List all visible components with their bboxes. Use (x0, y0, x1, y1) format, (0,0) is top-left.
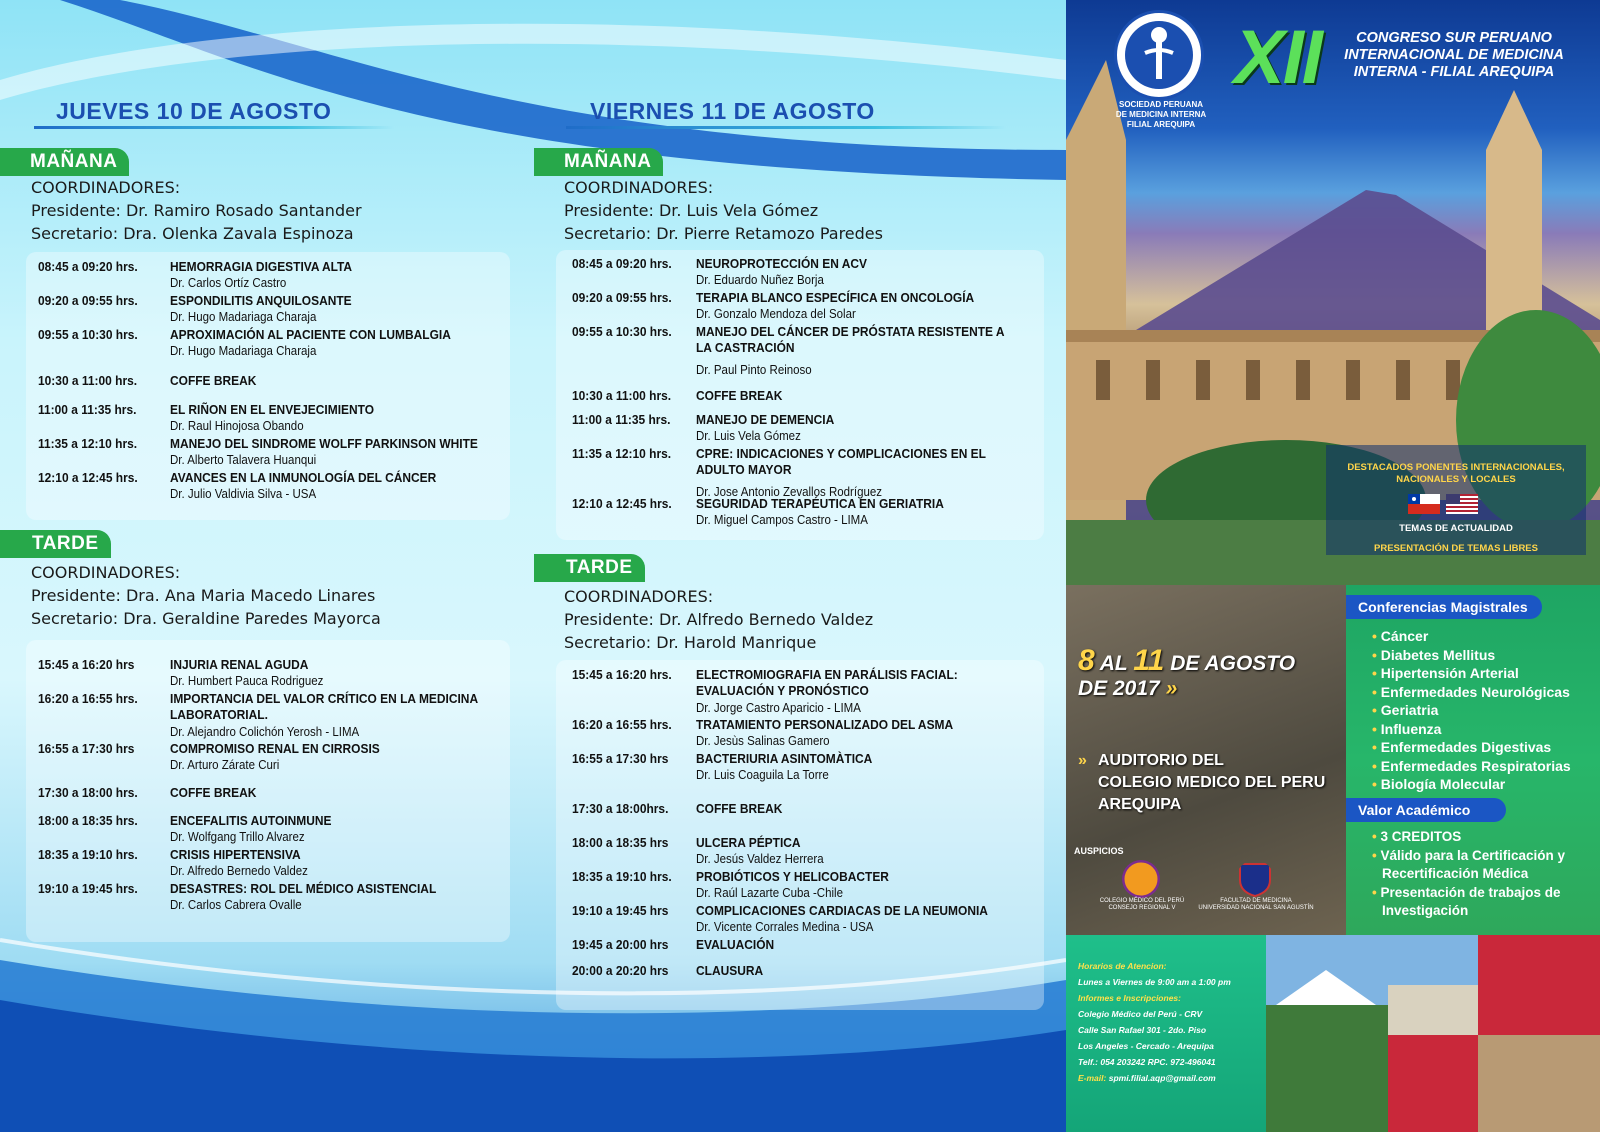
session-topic: NEUROPROTECCIÓN EN ACV (696, 256, 868, 271)
colegio-medico-logo-icon (1122, 860, 1160, 898)
friday-underline (566, 126, 1006, 129)
session-time: 15:45 a 16:20 hrs (38, 657, 135, 672)
coordinators-label: COORDINADORES: (31, 178, 181, 197)
session-topic: TERAPIA BLANCO ESPECÍFICA EN ONCOLOGÍA (696, 290, 975, 305)
thursday-afternoon-coordinators (31, 561, 381, 630)
list-item: • Biología Molecular (1372, 775, 1571, 794)
contact-line: Los Angeles - Cercado - Arequipa (1078, 1041, 1214, 1051)
session-time: 09:55 a 10:30 hrs. (38, 327, 138, 342)
academic-panel (1346, 585, 1600, 935)
friday-title: VIERNES 11 DE AGOSTO (590, 98, 875, 124)
list-item: • Hipertensión Arterial (1372, 664, 1571, 683)
session-time: 20:00 a 20:20 hrs (572, 963, 669, 978)
congress-title: CONGRESO SUR PERUANO INTERNACIONAL DE MEDICINA INTERNA - FILIAL AREQUIPA (1344, 30, 1564, 80)
session-topic: COMPROMISO RENAL EN CIRROSIS (170, 741, 380, 756)
conferencias-title: Conferencias Magistrales (1346, 595, 1542, 619)
session-time: 11:35 a 12:10 hrs. (38, 436, 138, 451)
session-topic: HEMORRAGIA DIGESTIVA ALTA (170, 259, 353, 274)
session-topic: COFFE BREAK (696, 388, 783, 403)
session-time: 11:00 a 11:35 hrs. (572, 412, 671, 427)
session-speaker: Dr. Alfredo Bernedo Valdez (170, 864, 308, 878)
thursday-title: JUEVES 10 DE AGOSTO (56, 98, 332, 124)
brochure-cover (1066, 0, 1600, 1132)
temas-actualidad: TEMAS DE ACTUALIDAD (1399, 523, 1513, 534)
society-logo (1114, 10, 1204, 100)
president: Presidente: Dr. Ramiro Rosado Santander (31, 201, 362, 220)
list-item-cont: Recertificación Médica (1382, 866, 1529, 881)
ponentes-text: DESTACADOS PONENTES INTERNACIONALES, NACIONALES Y LOCALES (1347, 462, 1565, 485)
session-time: 17:30 a 18:00hrs. (572, 801, 669, 816)
session-time: 18:00 a 18:35 hrs. (38, 813, 138, 828)
session-topic: PROBIÓTICOS Y HELICOBACTER (696, 869, 889, 884)
contact-line: Telf.: 054 203242 RPC. 972-496041 (1078, 1057, 1216, 1067)
secretary: Secretario: Dr. Pierre Retamozo Paredes (564, 224, 883, 243)
session-topic: EVALUACIÓN (696, 937, 775, 952)
session-time: 09:20 a 09:55 hrs. (572, 290, 672, 305)
session-speaker: Dr. Raúl Lazarte Cuba -Chile (696, 886, 844, 900)
session-speaker: Dr. Luis Coaguila La Torre (696, 768, 829, 782)
president: Presidente: Dra. Ana Maria Macedo Linares (31, 586, 376, 605)
session-topic-cont: LABORATORIAL. (170, 707, 268, 722)
session-speaker: Dr. Jesùs Salinas Gamero (696, 734, 830, 748)
session-topic: IMPORTANCIA DEL VALOR CRÍTICO EN LA MEDICINA (170, 691, 479, 706)
chevron-icon: » (1078, 752, 1087, 769)
session-time: 16:20 a 16:55 hrs. (38, 691, 138, 706)
session-topic: TRATAMIENTO PERSONALIZADO DEL ASMA (696, 717, 954, 732)
society-name: SOCIEDAD PERUANA DE MEDICINA INTERNA FILIAL AREQUIPA (1115, 100, 1207, 129)
session-speaker: Dr. Jesús Valdez Herrera (696, 852, 824, 866)
session-time: 11:35 a 12:10 hrs. (572, 446, 672, 461)
list-item: • Diabetes Mellitus (1372, 646, 1571, 665)
list-item: • Enfermedades Respiratorias (1372, 757, 1571, 776)
chile-flag-icon (1408, 494, 1440, 514)
session-speaker: Dr. Gonzalo Mendoza del Solar (696, 307, 856, 321)
contact-line: Calle San Rafael 301 - 2do. Piso (1078, 1025, 1207, 1035)
contact-info (1066, 935, 1266, 1132)
list-item-cont: Investigación (1382, 903, 1469, 918)
session-topic: CPRE: INDICACIONES Y COMPLICACIONES EN EL (696, 446, 986, 461)
sponsors-label: AUSPICIOS (1074, 846, 1124, 856)
list-item: • Enfermedades Digestivas (1372, 738, 1571, 757)
session-topic: CLAUSURA (696, 963, 764, 978)
session-speaker: Dr. Jose Antonio Zevallos Rodríguez (696, 485, 883, 499)
sponsor-2: FACULTAD DE MEDICINA UNIVERSIDAD NACIONAL SAN AGUSTÍN (1198, 898, 1314, 911)
session-time: 09:55 a 10:30 hrs. (572, 324, 672, 339)
session-time: 16:20 a 16:55 hrs. (572, 717, 672, 732)
session-time: 08:45 a 09:20 hrs. (572, 256, 672, 271)
session-time: 19:10 a 19:45 hrs. (38, 881, 138, 896)
thursday-underline (34, 126, 394, 129)
horarios: Lunes a Viernes de 9:00 am a 1:00 pm (1078, 977, 1231, 987)
list-item: • Presentación de trabajos de (1372, 884, 1565, 903)
session-topic: CRISIS HIPERTENSIVA (170, 847, 301, 862)
coordinators-label: COORDINADORES: (564, 587, 714, 606)
sponsor-1: COLEGIO MÉDICO DEL PERÚ CONSEJO REGIONAL V (1099, 898, 1185, 911)
session-speaker: Dr. Hugo Madariaga Charaja (170, 310, 317, 324)
session-topic: SEGURIDAD TERAPÉUTICA EN GERIATRIA (696, 496, 944, 511)
caduceus-icon (1117, 13, 1201, 97)
session-topic: ELECTROMIOGRAFIA EN PARÁLISIS FACIAL: (696, 667, 958, 682)
thursday-morning-tag: MAÑANA (0, 148, 129, 176)
session-speaker: Dr. Carlos Ortíz Castro (170, 276, 287, 290)
president: Presidente: Dr. Alfredo Bernedo Valdez (564, 610, 874, 629)
friday-afternoon-coordinators (564, 585, 873, 654)
list-item: • Cáncer (1372, 627, 1571, 646)
double-chevron-icon: » (1165, 677, 1178, 700)
arequipa-photo-collage (1266, 935, 1600, 1132)
session-time: 10:30 a 11:00 hrs. (38, 373, 138, 388)
session-time: 18:35 a 19:10 hrs. (572, 869, 672, 884)
president: Presidente: Dr. Luis Vela Gómez (564, 201, 819, 220)
session-speaker: Dr. Julio Valdivia Silva - USA (170, 487, 317, 501)
session-topic: EL RIÑON EN EL ENVEJECIMIENTO (170, 402, 375, 417)
congress-numeral: XII (1234, 15, 1321, 100)
session-topic: COMPLICACIONES CARDIACAS DE LA NEUMONIA (696, 903, 988, 918)
session-speaker: Dr. Alberto Talavera Huanqui (170, 453, 317, 467)
list-item: • Enfermedades Neurológicas (1372, 683, 1571, 702)
session-speaker: Dr. Miguel Campos Castro - LIMA (696, 513, 868, 527)
session-topic: AVANCES EN LA INMUNOLOGÍA DEL CÁNCER (170, 470, 437, 485)
thursday-morning-coordinators (31, 176, 362, 245)
session-time: 12:10 a 12:45 hrs. (572, 496, 672, 511)
horarios-label: Horarios de Atencion: (1078, 961, 1167, 971)
session-topic: INJURIA RENAL AGUDA (170, 657, 309, 672)
friday-afternoon-tag: TARDE (534, 554, 645, 582)
conferencias-list (1372, 627, 1571, 794)
session-time: 08:45 a 09:20 hrs. (38, 259, 138, 274)
secretary: Secretario: Dr. Harold Manrique (564, 633, 817, 652)
list-item: • 3 CREDITOS (1372, 828, 1565, 847)
session-speaker: Dr. Humbert Pauca Rodriguez (170, 674, 324, 688)
list-item: • Influenza (1372, 720, 1571, 739)
valor-list (1372, 828, 1565, 921)
session-speaker: Dr. Raul Hinojosa Obando (170, 419, 304, 433)
session-time: 16:55 a 17:30 hrs (572, 751, 669, 766)
secretary: Secretario: Dra. Geraldine Paredes Mayorca (31, 609, 381, 628)
session-speaker: Dr. Wolfgang Trillo Alvarez (170, 830, 305, 844)
session-topic-cont: LA CASTRACIÓN (696, 340, 795, 355)
thursday-afternoon-tag: TARDE (0, 530, 111, 558)
secretary: Secretario: Dra. Olenka Zavala Espinoza (31, 224, 354, 243)
session-topic: COFFE BREAK (170, 785, 257, 800)
email-line: E-mail: spmi.filial.aqp@gmail.com (1078, 1073, 1216, 1083)
session-time: 09:20 a 09:55 hrs. (38, 293, 138, 308)
session-speaker: Dr. Hugo Madariaga Charaja (170, 344, 317, 358)
unsa-shield-icon (1236, 860, 1274, 898)
session-speaker: Dr. Jorge Castro Aparicio - LIMA (696, 701, 861, 715)
session-topic: MANEJO DE DEMENCIA (696, 412, 835, 427)
coordinators-label: COORDINADORES: (31, 563, 181, 582)
session-speaker: Dr. Paul Pinto Reinoso (696, 363, 812, 377)
list-item: • Geriatria (1372, 701, 1571, 720)
session-time: 11:00 a 11:35 hrs. (38, 402, 137, 417)
contact-line: Colegio Médico del Perú - CRV (1078, 1009, 1203, 1019)
session-time: 19:10 a 19:45 hrs (572, 903, 669, 918)
session-speaker: Dr. Alejandro Colichón Yerosh - LIMA (170, 725, 360, 739)
session-topic: COFFE BREAK (170, 373, 257, 388)
session-topic-cont: EVALUACIÓN Y PRONÓSTICO (696, 683, 869, 698)
session-topic: MANEJO DEL SINDROME WOLFF PARKINSON WHITE (170, 436, 478, 451)
session-time: 10:30 a 11:00 hrs. (572, 388, 672, 403)
session-time: 18:35 a 19:10 hrs. (38, 847, 138, 862)
informes-label: Informes e Inscripciones: (1078, 993, 1181, 1003)
session-topic: MANEJO DEL CÁNCER DE PRÓSTATA RESISTENTE A (696, 324, 1005, 339)
friday-morning-coordinators (564, 176, 883, 245)
session-topic: ESPONDILITIS ANQUILOSANTE (170, 293, 352, 308)
session-topic: DESASTRES: ROL DEL MÉDICO ASISTENCIAL (170, 881, 437, 896)
session-speaker: Dr. Arturo Zárate Curi (170, 758, 280, 772)
event-dates: 8 AL 11 DE AGOSTO DE 2017 » (1078, 644, 1296, 700)
session-topic: COFFE BREAK (696, 801, 783, 816)
session-time: 19:45 a 20:00 hrs (572, 937, 669, 952)
session-time: 17:30 a 18:00 hrs. (38, 785, 138, 800)
session-topic-cont: ADULTO MAYOR (696, 462, 792, 477)
session-speaker: Dr. Luis Vela Gómez (696, 429, 801, 443)
session-speaker: Dr. Eduardo Nuñez Borja (696, 273, 824, 287)
session-speaker: Dr. Carlos Cabrera Ovalle (170, 898, 302, 912)
coordinators-label: COORDINADORES: (564, 178, 714, 197)
friday-morning-tag: MAÑANA (534, 148, 663, 176)
usa-flag-icon (1446, 494, 1478, 514)
session-speaker: Dr. Vicente Corrales Medina - USA (696, 920, 874, 934)
session-time: 12:10 a 12:45 hrs. (38, 470, 138, 485)
valor-title: Valor Académico (1346, 798, 1506, 822)
session-time: 15:45 a 16:20 hrs. (572, 667, 672, 682)
session-topic: BACTERIURIA ASINTOMÀTICA (696, 751, 873, 766)
venue: AUDITORIO DEL COLEGIO MEDICO DEL PERU AREQUIPA (1098, 752, 1326, 813)
session-time: 16:55 a 17:30 hrs (38, 741, 135, 756)
session-topic: ENCEFALITIS AUTOINMUNE (170, 813, 332, 828)
session-topic: APROXIMACIÓN AL PACIENTE CON LUMBALGIA (170, 327, 451, 342)
temas-libres: PRESENTACIÓN DE TEMAS LIBRES (1374, 543, 1538, 554)
session-time: 18:00 a 18:35 hrs (572, 835, 669, 850)
session-topic: ULCERA PÉPTICA (696, 835, 801, 850)
list-item: • Válido para la Certificación y (1372, 847, 1565, 866)
